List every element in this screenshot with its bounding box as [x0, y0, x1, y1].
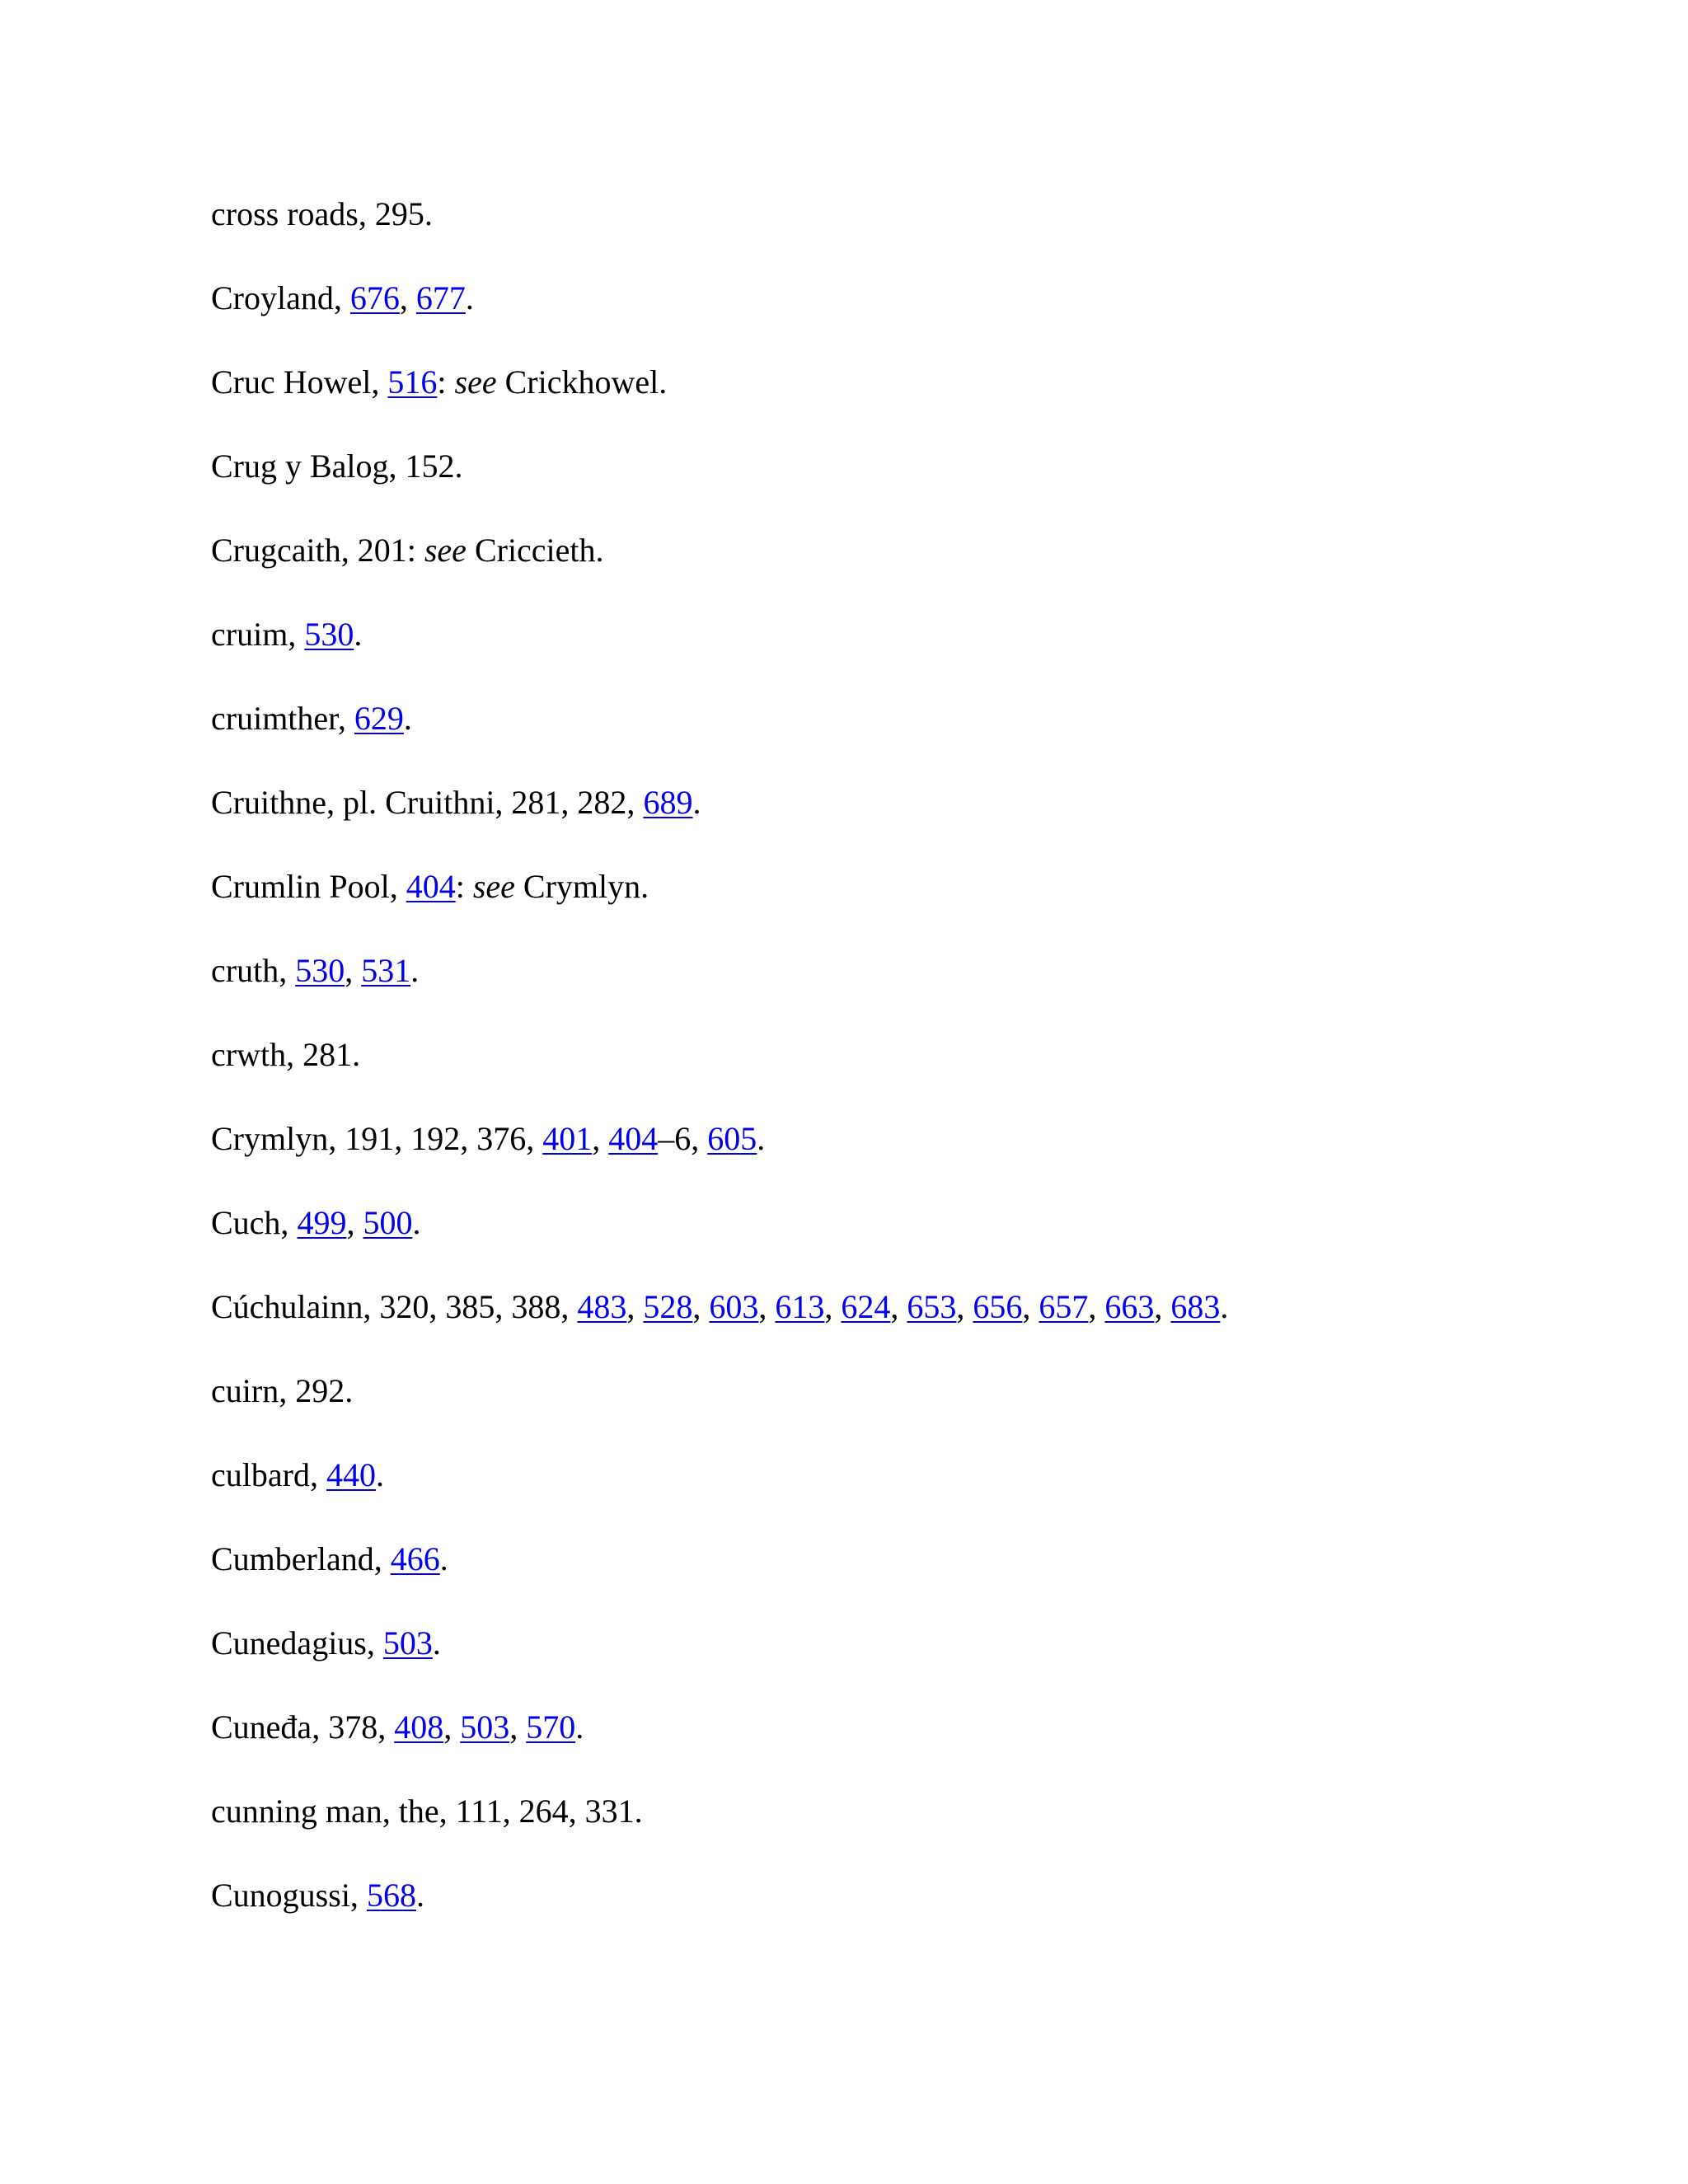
entry-text: Crumlin Pool, — [211, 868, 406, 905]
index-entry — [211, 699, 1612, 738]
entry-text: . — [432, 1624, 441, 1661]
index-entry — [211, 1287, 1612, 1327]
index-entry — [211, 363, 1612, 402]
index-entry — [211, 279, 1612, 318]
index-entry — [211, 531, 1612, 570]
entry-text: Cruc Howel, — [211, 363, 388, 401]
index-entry — [211, 1624, 1612, 1663]
entry-text: , — [1022, 1288, 1039, 1325]
entry-text: culbard, — [211, 1456, 326, 1493]
index-entry — [211, 783, 1612, 823]
entry-text: Cunedagius, — [211, 1624, 383, 1661]
entry-text: Cuneđa, 378, — [211, 1708, 395, 1746]
index-entry — [211, 1035, 1612, 1075]
entry-text: . — [575, 1708, 584, 1746]
entry-text: . — [439, 1540, 448, 1577]
index-entry — [211, 951, 1612, 991]
page-link[interactable]: 676 — [349, 279, 400, 316]
entry-text: , — [890, 1288, 907, 1325]
entry-text: , — [626, 1288, 644, 1325]
page-link[interactable]: 483 — [577, 1288, 627, 1325]
entry-text: . — [412, 1204, 421, 1241]
entry-text: . — [465, 279, 474, 316]
page-link[interactable]: 516 — [387, 363, 438, 401]
index-page — [211, 194, 1612, 1960]
entry-text: Crug y Balog, 152. — [211, 448, 463, 485]
entry-text: , — [592, 1120, 609, 1157]
see-reference-label: see — [472, 868, 515, 905]
page-link[interactable]: 408 — [394, 1708, 444, 1746]
page-link[interactable]: 404 — [608, 1120, 659, 1157]
page-link[interactable]: 503 — [382, 1624, 433, 1661]
index-entry — [211, 1876, 1612, 1915]
entry-text: Cumberland, — [211, 1540, 391, 1577]
entry-text: . — [415, 1877, 424, 1914]
index-entry — [211, 194, 1612, 234]
entry-text: Cuch, — [211, 1204, 298, 1241]
page-link[interactable]: 568 — [366, 1877, 416, 1914]
entry-text: cross roads, 295. — [211, 195, 433, 232]
index-entry — [211, 1203, 1612, 1243]
page-link[interactable]: 531 — [361, 952, 411, 989]
index-entry — [211, 615, 1612, 654]
page-link[interactable]: 440 — [326, 1456, 376, 1493]
entry-text: , — [443, 1708, 461, 1746]
entry-text: Cruithne, pl. Cruithni, 281, 282, — [211, 784, 644, 821]
entry-text: , — [758, 1288, 776, 1325]
entry-text: : — [455, 868, 473, 905]
entry-text: , — [692, 1288, 710, 1325]
entry-text: . — [692, 784, 701, 821]
index-entry — [211, 1792, 1612, 1831]
index-entry — [211, 1455, 1612, 1495]
entry-text: . — [757, 1120, 766, 1157]
entry-text: , — [346, 1204, 363, 1241]
page-link[interactable]: 605 — [707, 1120, 757, 1157]
entry-text: . — [375, 1456, 384, 1493]
page-link[interactable]: 466 — [390, 1540, 440, 1577]
page-link[interactable]: 657 — [1039, 1288, 1089, 1325]
page-link[interactable]: 629 — [354, 700, 404, 737]
entry-text: cruimther, — [211, 700, 354, 737]
page-link[interactable]: 663 — [1104, 1288, 1155, 1325]
entry-text: cunning man, the, 111, 264, 331. — [211, 1793, 643, 1830]
entry-text: . — [410, 952, 420, 989]
entry-text: cruth, — [211, 952, 296, 989]
index-entry — [211, 1540, 1612, 1579]
entry-text: , — [399, 279, 416, 316]
index-entry — [211, 1119, 1612, 1159]
entry-text: : — [437, 363, 455, 401]
entry-text: . — [1220, 1288, 1229, 1325]
page-link[interactable]: 613 — [775, 1288, 825, 1325]
page-link[interactable]: 653 — [907, 1288, 957, 1325]
entry-text: Crickhowel. — [496, 363, 668, 401]
entry-text: , — [824, 1288, 842, 1325]
entry-text: . — [403, 700, 412, 737]
entry-text: , — [509, 1708, 527, 1746]
entry-text: Crugcaith, 201: — [211, 532, 424, 569]
see-reference-label: see — [454, 363, 497, 401]
page-link[interactable]: 500 — [363, 1204, 413, 1241]
index-entry — [211, 867, 1612, 907]
index-entry — [211, 447, 1612, 486]
page-link[interactable]: 624 — [841, 1288, 891, 1325]
page-link[interactable]: 499 — [297, 1204, 347, 1241]
entry-text: Criccieth. — [466, 532, 604, 569]
index-entry — [211, 1708, 1612, 1747]
see-reference-label: see — [424, 532, 467, 569]
entry-text: Crymlyn. — [514, 868, 649, 905]
page-link[interactable]: 404 — [406, 868, 456, 905]
entry-text: Croyland, — [211, 279, 350, 316]
page-link[interactable]: 689 — [643, 784, 693, 821]
page-link[interactable]: 603 — [709, 1288, 759, 1325]
entry-text: Cúchulainn, 320, 385, 388, — [211, 1288, 578, 1325]
entry-text: –6, — [658, 1120, 708, 1157]
entry-text: cuirn, 292. — [211, 1372, 354, 1409]
index-entry — [211, 1371, 1612, 1411]
page-link[interactable]: 683 — [1170, 1288, 1221, 1325]
entry-text: . — [354, 616, 363, 653]
entry-text: , — [1154, 1288, 1171, 1325]
page-link[interactable]: 528 — [643, 1288, 693, 1325]
page-link[interactable]: 570 — [526, 1708, 576, 1746]
page-link[interactable]: 530 — [295, 952, 345, 989]
entry-text: , — [956, 1288, 973, 1325]
page-link[interactable]: 677 — [415, 279, 466, 316]
entry-text: crwth, 281. — [211, 1036, 361, 1073]
entry-text: , — [1088, 1288, 1105, 1325]
entry-text: cruim, — [211, 616, 305, 653]
page-link[interactable]: 503 — [460, 1708, 510, 1746]
page-link[interactable]: 401 — [542, 1120, 593, 1157]
entry-text: , — [345, 952, 362, 989]
page-link[interactable]: 530 — [304, 616, 354, 653]
entry-text: Cunogussi, — [211, 1877, 367, 1914]
page-link[interactable]: 656 — [973, 1288, 1023, 1325]
entry-text: Crymlyn, 191, 192, 376, — [211, 1120, 543, 1157]
